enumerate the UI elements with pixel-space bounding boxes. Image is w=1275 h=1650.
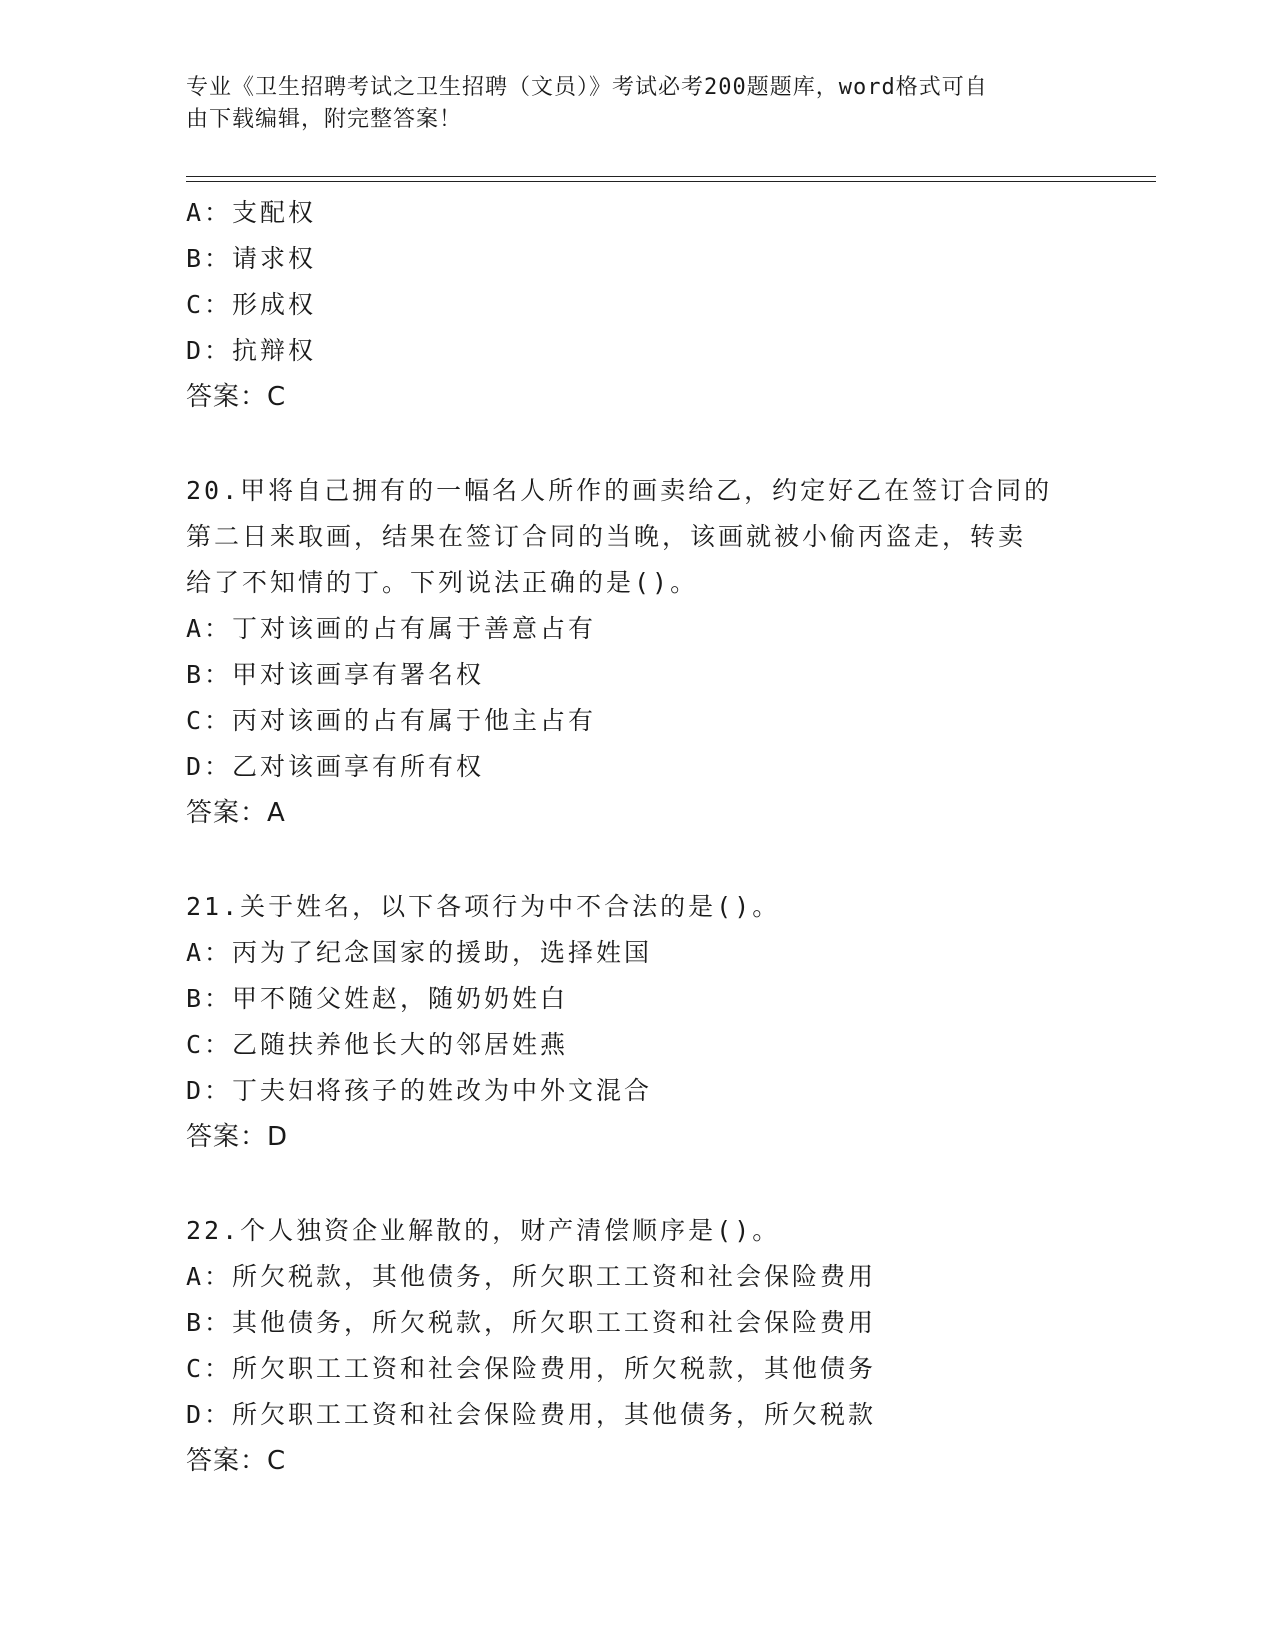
option-c: C：丙对该画的占有属于他主占有	[186, 706, 597, 735]
option-b: B：甲不随父姓赵，随奶奶姓白	[186, 984, 569, 1013]
document-header	[186, 72, 1066, 136]
question-19	[186, 190, 1086, 420]
spacer	[186, 836, 1086, 884]
question-21	[186, 884, 1086, 1160]
option-d: D：所欠职工工资和社会保险费用，其他债务，所欠税款	[186, 1400, 877, 1429]
question-22	[186, 1208, 1086, 1484]
option-c: C：所欠职工工资和社会保险费用，所欠税款，其他债务	[186, 1354, 877, 1383]
answer-line: 答案：C	[186, 1446, 287, 1476]
option-d: D：丁夫妇将孩子的姓改为中外文混合	[186, 1076, 653, 1105]
option-a: A：丙为了纪念国家的援助，选择姓国	[186, 938, 653, 967]
option-a: A：丁对该画的占有属于善意占有	[186, 614, 597, 643]
header-line-2: 由下载编辑，附完整答案！	[186, 107, 463, 132]
option-a: A：所欠税款，其他债务，所欠职工工资和社会保险费用	[186, 1262, 877, 1291]
answer-line: 答案：A	[186, 798, 286, 828]
option-b: B：甲对该画享有署名权	[186, 660, 485, 689]
answer-line: 答案：D	[186, 1122, 289, 1152]
question-stem: 第二日来取画，结果在签订合同的当晚，该画就被小偷丙盗走，转卖	[186, 522, 1027, 551]
question-20	[186, 468, 1086, 836]
option-d: D：抗辩权	[186, 336, 317, 365]
question-stem: 20.甲将自己拥有的一幅名人所作的画卖给乙，约定好乙在签订合同的	[186, 476, 1053, 505]
option-a: A：支配权	[186, 198, 317, 227]
header-divider-top	[186, 176, 1156, 177]
option-c: C：形成权	[186, 290, 317, 319]
spacer	[186, 420, 1086, 468]
option-c: C：乙随扶养他长大的邻居姓燕	[186, 1030, 569, 1059]
answer-line: 答案：C	[186, 382, 287, 412]
header-line-1: 专业《卫生招聘考试之卫生招聘（文员）》考试必考200题题库，word格式可自	[186, 75, 988, 100]
question-stem: 22.个人独资企业解散的，财产清偿顺序是()。	[186, 1216, 781, 1245]
option-d: D：乙对该画享有所有权	[186, 752, 485, 781]
option-b: B：请求权	[186, 244, 317, 273]
option-b: B：其他债务，所欠税款，所欠职工工资和社会保险费用	[186, 1308, 877, 1337]
header-divider-bottom	[186, 181, 1156, 182]
question-list	[186, 190, 1086, 1484]
question-stem: 21.关于姓名，以下各项行为中不合法的是()。	[186, 892, 781, 921]
spacer	[186, 1160, 1086, 1208]
question-stem: 给了不知情的丁。下列说法正确的是()。	[186, 568, 699, 597]
